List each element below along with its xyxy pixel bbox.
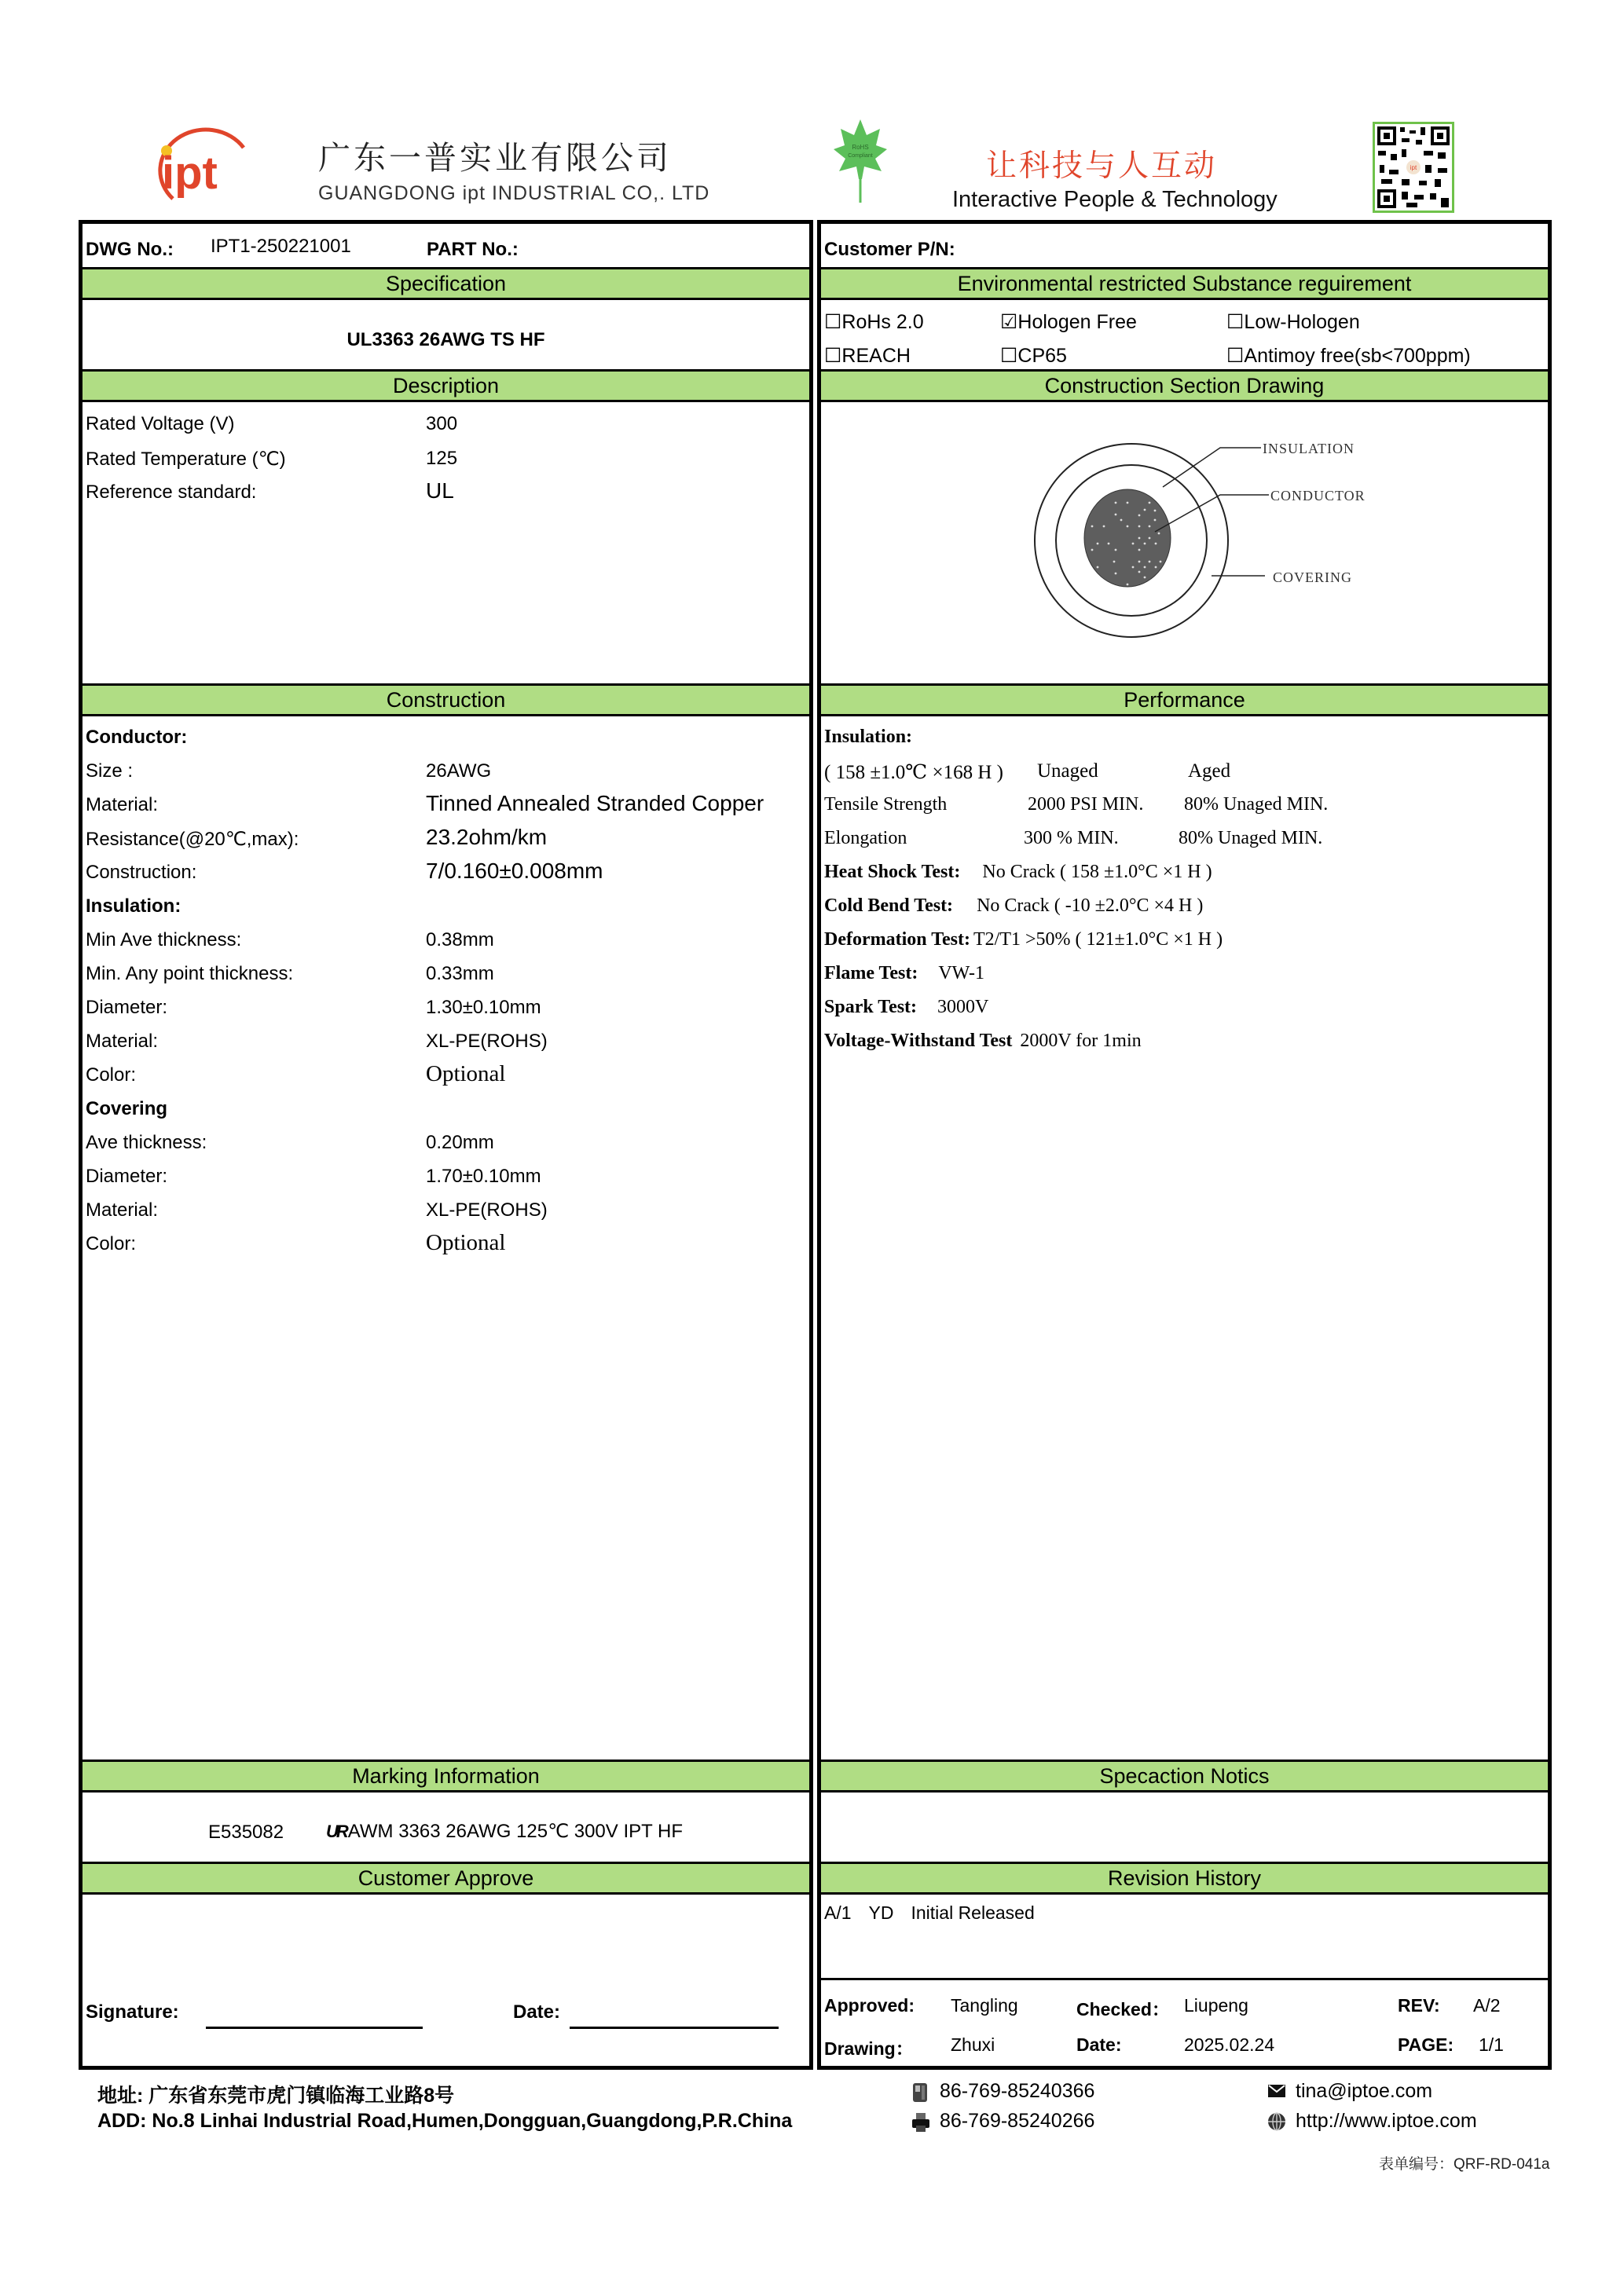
envelope-icon <box>1267 2082 1285 2101</box>
test-label: Cold Bend Test: <box>824 895 954 916</box>
insulation-heading: Insulation: <box>86 895 181 917</box>
fax-printer-icon <box>911 2112 929 2131</box>
covering-heading: Covering <box>86 1098 168 1119</box>
env-header: Environmental restricted Substance reguirement <box>821 267 1548 300</box>
specification-header: Specification <box>82 267 809 300</box>
spec-label: Material: <box>86 1199 159 1221</box>
website-row <box>1267 2110 1477 2133</box>
test-value: 2000V for 1min <box>1020 1031 1142 1051</box>
spec-label: Color: <box>86 1064 137 1086</box>
checked-value: Liupeng <box>1184 1995 1248 2016</box>
test-label: Flame Test: <box>824 963 918 983</box>
date-label: Date: <box>1076 2034 1122 2055</box>
env-option-cp65[interactable]: ☐CP65 <box>1000 345 1067 367</box>
right-panel <box>817 220 1552 2070</box>
globe-icon <box>1267 2112 1285 2131</box>
test-row <box>824 929 1223 950</box>
spec-label: Diameter: <box>86 997 168 1018</box>
env-option-reach[interactable]: ☐REACH <box>824 345 911 367</box>
test-row <box>824 1031 1142 1052</box>
test-label: Deformation Test: <box>824 929 970 950</box>
part-label: PART No.: <box>427 239 519 260</box>
spec-value: 23.2ohm/km <box>426 825 548 849</box>
revision-header: Revision History <box>821 1862 1548 1895</box>
test-label: Heat Shock Test: <box>824 862 961 882</box>
qr-code[interactable] <box>1373 122 1454 213</box>
perf-row-unaged: 2000 PSI MIN. <box>1028 794 1144 815</box>
spec-value: 1.70±0.10mm <box>426 1166 541 1187</box>
rev-label: REV: <box>1398 1995 1440 2016</box>
spec-value: 0.38mm <box>426 929 494 950</box>
checkbox-icon[interactable]: ☐ <box>1000 345 1018 367</box>
left-panel <box>79 220 813 2070</box>
perf-row-aged: 80% Unaged MIN. <box>1179 828 1323 848</box>
test-value: No Crack ( -10 ±2.0°C ×4 H ) <box>977 895 1204 916</box>
customer-approve-header: Customer Approve <box>82 1862 809 1895</box>
env-option-hologen-free[interactable]: ☑Hologen Free <box>1000 311 1137 333</box>
env-option-rohs[interactable]: ☐RoHs 2.0 <box>824 311 924 333</box>
spec-label: Diameter: <box>86 1166 168 1187</box>
marking-text: AWM 3363 26AWG 125℃ 300V IPT HF <box>347 1821 684 1842</box>
signature-field[interactable] <box>206 2027 423 2029</box>
drawing-value: Zhuxi <box>951 2034 995 2055</box>
env-option-low-hologen[interactable]: ☐Low-Hologen <box>1226 311 1360 333</box>
perf-row-label: Tensile Strength <box>824 794 948 815</box>
spec-label: Construction: <box>86 862 197 883</box>
conductor-core <box>1084 489 1171 587</box>
spec-value: 0.33mm <box>426 963 494 984</box>
desc-label: Reference standard: <box>86 482 257 503</box>
rev-value: A/2 <box>1473 1995 1501 2016</box>
desc-label: Rated Temperature (℃) <box>86 449 286 470</box>
spec-label: Material: <box>86 1031 159 1052</box>
spec-value: 7/0.160±0.008mm <box>426 859 603 883</box>
perf-unaged-header: Unaged <box>1037 760 1098 782</box>
company-name-cn: 广东一普实业有限公司 <box>318 140 672 176</box>
cable-cross-section-drawing <box>1010 412 1402 664</box>
drawing-label: Drawing： <box>824 2038 914 2059</box>
revision-by: YD <box>868 1902 894 1923</box>
spec-value: Optional <box>426 1230 506 1255</box>
email-row <box>1267 2080 1432 2103</box>
address-cn: 地址: 广东省东莞市虎门镇临海工业路8号 <box>97 2085 455 2107</box>
phone-number[interactable]: 86-769-85240366 <box>940 2080 1095 2102</box>
address-en: ADD: No.8 Linhai Industrial Road,Humen,Dongguan,Guangdong,P.R.China <box>97 2110 793 2132</box>
perf-aging-condition: ( 158 ±1.0℃ ×168 H ) <box>824 762 1003 783</box>
marking-header: Marking Information <box>82 1760 809 1792</box>
approved-value: Tangling <box>951 1995 1018 2016</box>
test-row <box>824 862 1212 883</box>
checkbox-icon[interactable]: ☐ <box>1226 345 1245 367</box>
marking-file-number: E535082 <box>208 1822 284 1843</box>
logo-text: ipt <box>162 148 218 199</box>
approved-label: Approved: <box>824 1995 915 2016</box>
svg-text:RoHS: RoHS <box>852 144 869 151</box>
ipt-logo <box>149 124 259 211</box>
slogan-en: Interactive People & Technology <box>952 187 1278 212</box>
fax-row <box>911 2110 1094 2133</box>
desc-value: UL <box>426 478 454 503</box>
test-label: Voltage-Withstand Test <box>824 1031 1013 1051</box>
test-value: VW-1 <box>938 963 984 983</box>
perf-row-label: Elongation <box>824 828 907 848</box>
notices-header: Specaction Notics <box>821 1760 1548 1792</box>
date-field[interactable] <box>570 2027 779 2029</box>
conductor-label: CONDUCTOR <box>1270 488 1366 504</box>
spec-value: Tinned Annealed Stranded Copper <box>426 791 764 815</box>
checkbox-checked-icon[interactable]: ☑ <box>1000 311 1018 333</box>
perf-insulation-heading: Insulation: <box>824 727 913 747</box>
spec-value: XL-PE(ROHS) <box>426 1031 548 1052</box>
test-value: T2/T1 >50% ( 121±1.0°C ×1 H ) <box>973 929 1223 950</box>
date-label: Date: <box>513 2001 561 2023</box>
email-link[interactable]: tina@iptoe.com <box>1296 2080 1433 2102</box>
description-header: Description <box>82 369 809 402</box>
env-option-antimony-free[interactable]: ☐Antimoy free(sb<700ppm) <box>1226 345 1471 367</box>
desc-value: 300 <box>426 413 458 434</box>
spec-label: Min Ave thickness: <box>86 929 242 950</box>
checkbox-icon[interactable]: ☐ <box>824 311 842 333</box>
test-value: No Crack ( 158 ±1.0°C ×1 H ) <box>982 862 1212 882</box>
dwg-value: IPT1-250221001 <box>211 236 351 257</box>
conductor-heading: Conductor: <box>86 727 188 748</box>
phone-row <box>911 2080 1094 2103</box>
spec-label: Resistance(@20℃,max): <box>86 829 299 850</box>
dwg-label: DWG No.: <box>86 239 174 260</box>
performance-header: Performance <box>821 683 1548 716</box>
page-value: 1/1 <box>1479 2034 1504 2055</box>
conductor-leader <box>1155 495 1269 532</box>
page-label: PAGE: <box>1398 2034 1454 2055</box>
spec-label: Material: <box>86 794 159 815</box>
slogan-cn: 让科技与人互动 <box>986 149 1218 183</box>
test-value: 3000V <box>937 997 989 1017</box>
desc-value: 125 <box>426 448 458 469</box>
covering-label: COVERING <box>1273 569 1352 585</box>
rohs-leaf-icon <box>833 118 888 204</box>
perf-aged-header: Aged <box>1188 760 1231 782</box>
construction-header: Construction <box>82 683 809 716</box>
form-number: 表单编号：QRF-RD-041a <box>1379 2156 1550 2173</box>
spec-value: 0.20mm <box>426 1132 494 1153</box>
spec-label: Min. Any point thickness: <box>86 963 294 984</box>
test-row <box>824 895 1203 917</box>
spec-label: Ave thickness: <box>86 1132 207 1153</box>
signoff-divider <box>821 1978 1548 1980</box>
svg-text:ipt: ipt <box>1410 164 1417 171</box>
signature-label: Signature: <box>86 2001 179 2023</box>
ul-recognized-icon: UR <box>326 1822 346 1841</box>
customer-pn-label: Customer P/N: <box>824 239 955 260</box>
company-name-en: GUANGDONG ipt INDUSTRIAL CO,. LTD <box>318 182 710 204</box>
specification-value: UL3363 26AWG TS HF <box>346 329 545 350</box>
revision-rev: A/1 <box>824 1902 852 1923</box>
test-row <box>824 963 984 984</box>
perf-row-aged: 80% Unaged MIN. <box>1184 794 1329 815</box>
spec-label: Size : <box>86 760 134 782</box>
test-row <box>824 997 988 1018</box>
spec-value: Optional <box>426 1061 506 1086</box>
revision-row <box>824 1902 1035 1924</box>
website-link[interactable]: http://www.iptoe.com <box>1296 2110 1477 2132</box>
insulation-label: INSULATION <box>1263 441 1355 456</box>
perf-row-unaged: 300 % MIN. <box>1024 828 1119 848</box>
date-value: 2025.02.24 <box>1184 2034 1275 2055</box>
spec-label: Color: <box>86 1233 137 1254</box>
revision-desc: Initial Released <box>911 1902 1035 1923</box>
checkbox-icon[interactable]: ☐ <box>824 345 842 367</box>
spec-value: 26AWG <box>426 760 492 782</box>
drawing-header: Construction Section Drawing <box>821 369 1548 402</box>
desc-label: Rated Voltage (V) <box>86 413 235 434</box>
phone-icon <box>911 2082 929 2101</box>
checkbox-icon[interactable]: ☐ <box>1226 311 1245 333</box>
spec-value: XL-PE(ROHS) <box>426 1199 548 1221</box>
svg-text:Compliant: Compliant <box>848 153 873 159</box>
fax-number[interactable]: 86-769-85240266 <box>940 2110 1095 2132</box>
spec-value: 1.30±0.10mm <box>426 997 541 1018</box>
checked-label: Checked： <box>1076 1999 1170 2020</box>
test-label: Spark Test: <box>824 997 918 1017</box>
marking-text-line <box>326 1820 683 1843</box>
